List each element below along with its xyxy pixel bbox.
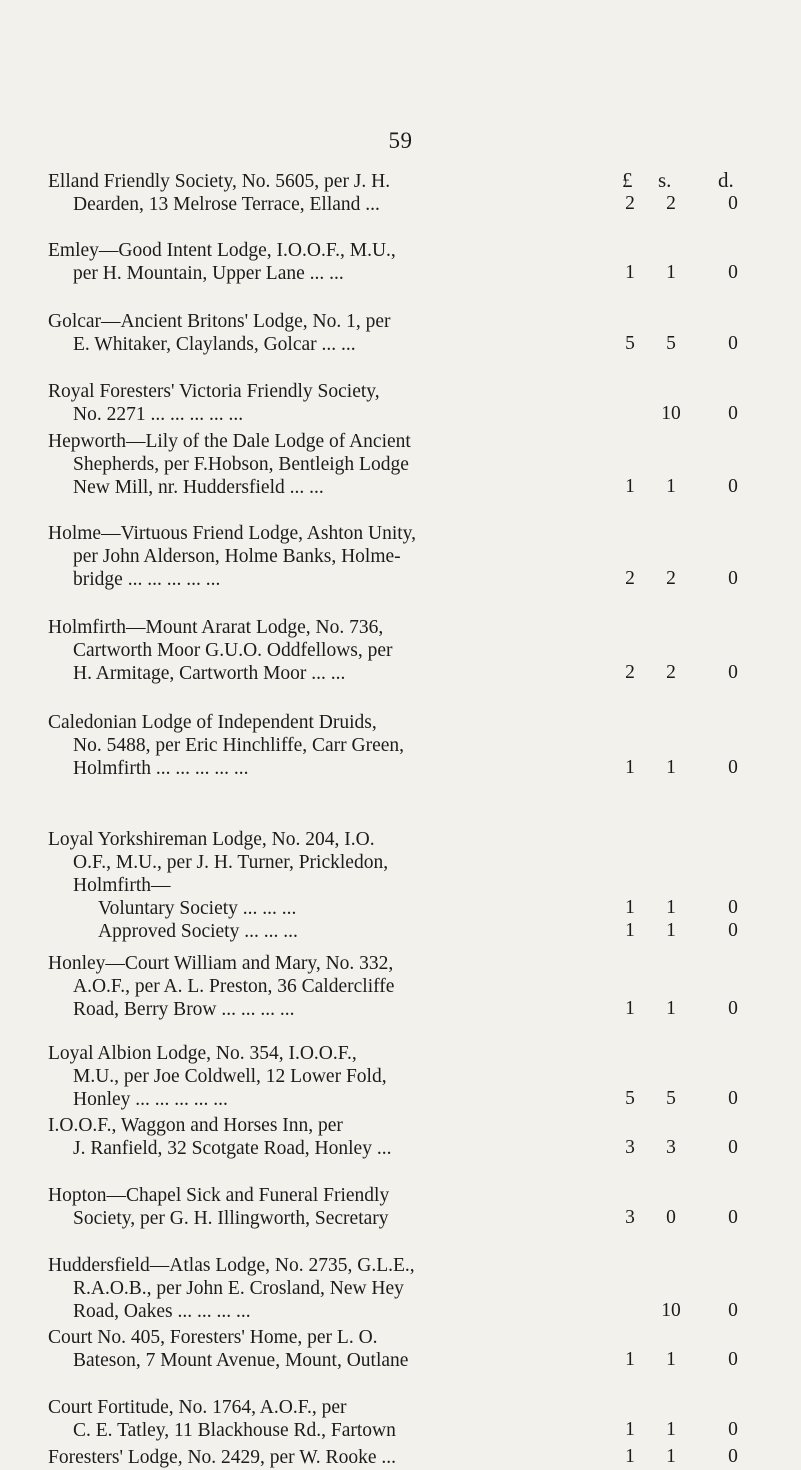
pence-header: d. [718,168,734,192]
entry-line: No. 5488, per Eric Hinchliffe, Carr Green, [73,735,405,756]
entry-line: Loyal Albion Lodge, No. 354, I.O.O.F., [48,1043,357,1064]
pounds-value: 1 [625,757,635,778]
entry-line: per John Alderson, Holme Banks, Holme- [73,546,401,567]
entry-line: Royal Foresters' Victoria Friendly Society, [48,381,380,402]
entry-line: bridge ... ... ... ... ... [73,569,221,590]
shillings-value: 2 [666,662,676,683]
entry-line: A.O.F., per A. L. Preston, 36 Caldercliffe [73,976,395,997]
entry-amount [618,998,758,1022]
pence-value: 0 [728,1419,738,1440]
pounds-value: 5 [625,1088,635,1109]
entry-amount [618,1300,758,1324]
entry-amount [618,1446,758,1470]
entry-line: Court No. 405, Foresters' Home, per L. O. [48,1327,378,1348]
entry-text [48,1326,604,1372]
shillings-header: s. [658,168,672,192]
entry-line: Honley ... ... ... ... ... [73,1089,228,1110]
entry-text [48,1114,604,1160]
entry-line: Holmfirth—Mount Ararat Lodge, No. 736, [48,617,384,638]
entry-line: Bateson, 7 Mount Avenue, Mount, Outlane [73,1350,409,1371]
entry-text [48,380,604,426]
pounds-value: 3 [625,1207,635,1228]
entry-text [48,711,604,780]
entry-subitem-label: Voluntary Society ... ... ... [98,898,297,919]
entry-subitem-label: Approved Society ... ... ... [98,921,298,942]
entry-amount [618,1207,758,1231]
entry-line: C. E. Tatley, 11 Blackhouse Rd., Fartown [73,1420,396,1441]
entry-line: Foresters' Lodge, No. 2429, per W. Rooke ... [48,1447,396,1468]
entry-line: Cartworth Moor G.U.O. Oddfellows, per [73,640,393,661]
entry-line: M.U., per Joe Coldwell, 12 Lower Fold, [73,1066,387,1087]
pounds-value: 2 [625,568,635,589]
shillings-value: 0 [666,1207,676,1228]
entry-text [48,1396,604,1442]
entry-amount [618,1137,758,1161]
pounds-value: 2 [625,662,635,683]
entry-text [48,828,604,943]
entry-line: New Mill, nr. Huddersfield ... ... [73,477,324,498]
entry-line: R.A.O.B., per John E. Crosland, New Hey [73,1278,404,1299]
pounds-header: £ [622,168,633,192]
entry-line: Shepherds, per F.Hobson, Bentleigh Lodge [73,454,409,475]
pence-value: 0 [728,333,738,354]
entry-line: per H. Mountain, Upper Lane ... ... [73,263,344,284]
entry-text [48,1184,604,1230]
shillings-value: 3 [666,1137,676,1158]
entry-line: Society, per G. H. Illingworth, Secretary [73,1208,389,1229]
shillings-value: 2 [666,568,676,589]
pence-value: 0 [728,920,738,941]
shillings-value: 1 [666,757,676,778]
shillings-value: 1 [666,1446,676,1467]
pounds-value: 1 [625,920,635,941]
entry-text [48,616,604,685]
shillings-value: 1 [666,920,676,941]
entry-line: Honley—Court William and Mary, No. 332, [48,953,394,974]
entry-text [48,310,604,356]
pounds-value: 1 [625,1419,635,1440]
subitem-amount [618,897,758,921]
entry-line: J. Ranfield, 32 Scotgate Road, Honley ... [73,1138,392,1159]
shillings-value: 1 [666,262,676,283]
entry-text [48,1042,604,1111]
subitem-amount [618,920,758,944]
pence-value: 0 [728,568,738,589]
pounds-value: 1 [625,476,635,497]
pence-value: 0 [728,476,738,497]
entry-line: No. 2271 ... ... ... ... ... [73,404,244,425]
entry-amount [618,568,758,592]
entry-text [48,430,604,499]
entry-line: H. Armitage, Cartworth Moor ... ... [73,663,346,684]
entry-line: Hopton—Chapel Sick and Funeral Friendly [48,1185,390,1206]
entry-amount [618,757,758,781]
shillings-value: 1 [666,1419,676,1440]
pence-value: 0 [728,757,738,778]
entry-text [48,170,604,216]
entry-amount [618,1088,758,1112]
entry-text [48,952,604,1021]
pence-value: 0 [728,662,738,683]
entry-amount [618,1419,758,1443]
entry-line: Court Fortitude, No. 1764, A.O.F., per [48,1397,347,1418]
entry-line: O.F., M.U., per J. H. Turner, Prickledon, [73,852,389,873]
entry-text [48,239,604,285]
entry-amount [618,403,758,427]
shillings-value: 1 [666,897,676,918]
entry-line: Holmfirth ... ... ... ... ... [73,758,249,779]
pence-value: 0 [728,1446,738,1467]
shillings-value: 5 [666,1088,676,1109]
entry-line: Hepworth—Lily of the Dale Lodge of Ancient [48,431,411,452]
entry-amount [618,333,758,357]
pence-value: 0 [728,1088,738,1109]
entry-line: Road, Oakes ... ... ... ... [73,1301,251,1322]
pounds-value: 1 [625,1446,635,1467]
shillings-value: 1 [666,1349,676,1370]
entry-line: Dearden, 13 Melrose Terrace, Elland ... [73,194,380,215]
pence-value: 0 [728,1207,738,1228]
entry-line: Road, Berry Brow ... ... ... ... [73,999,295,1020]
entry-text [48,522,604,591]
entry-line: Emley—Good Intent Lodge, I.O.O.F., M.U., [48,240,396,261]
entry-line: Huddersfield—Atlas Lodge, No. 2735, G.L.E., [48,1255,415,1276]
shillings-value: 10 [661,1300,681,1321]
pence-value: 0 [728,1300,738,1321]
pence-value: 0 [728,1137,738,1158]
entry-amount [618,262,758,286]
entry-line: Loyal Yorkshireman Lodge, No. 204, I.O. [48,829,375,850]
entry-amount [618,1349,758,1373]
pence-value: 0 [728,897,738,918]
shillings-value: 1 [666,998,676,1019]
pounds-value: 3 [625,1137,635,1158]
shillings-value: 1 [666,476,676,497]
pounds-value: 5 [625,333,635,354]
entry-line: Golcar—Ancient Britons' Lodge, No. 1, per [48,311,391,332]
pence-value: 0 [728,262,738,283]
pence-value: 0 [728,403,738,424]
page-number: 59 [388,128,413,153]
entry-amount [618,662,758,686]
pence-value: 0 [728,193,738,214]
shillings-value: 5 [666,333,676,354]
shillings-value: 2 [666,193,676,214]
pounds-value: 2 [625,193,635,214]
entry-line: I.O.O.F., Waggon and Horses Inn, per [48,1115,343,1136]
pounds-value: 1 [625,262,635,283]
pence-value: 0 [728,998,738,1019]
pounds-value: 1 [625,998,635,1019]
shillings-value: 10 [661,403,681,424]
entry-amount [618,476,758,500]
entry-line: Holme—Virtuous Friend Lodge, Ashton Unity, [48,523,417,544]
pence-value: 0 [728,1349,738,1370]
entry-line: Holmfirth— [73,875,171,896]
pounds-value: 1 [625,897,635,918]
entry-line: E. Whitaker, Claylands, Golcar ... ... [73,334,356,355]
entry-line: Elland Friendly Society, No. 5605, per J. H. [48,171,391,192]
entry-text [48,1446,604,1469]
entry-line: Caledonian Lodge of Independent Druids, [48,712,377,733]
entry-amount [618,193,758,217]
entry-text [48,1254,604,1323]
pounds-value: 1 [625,1349,635,1370]
